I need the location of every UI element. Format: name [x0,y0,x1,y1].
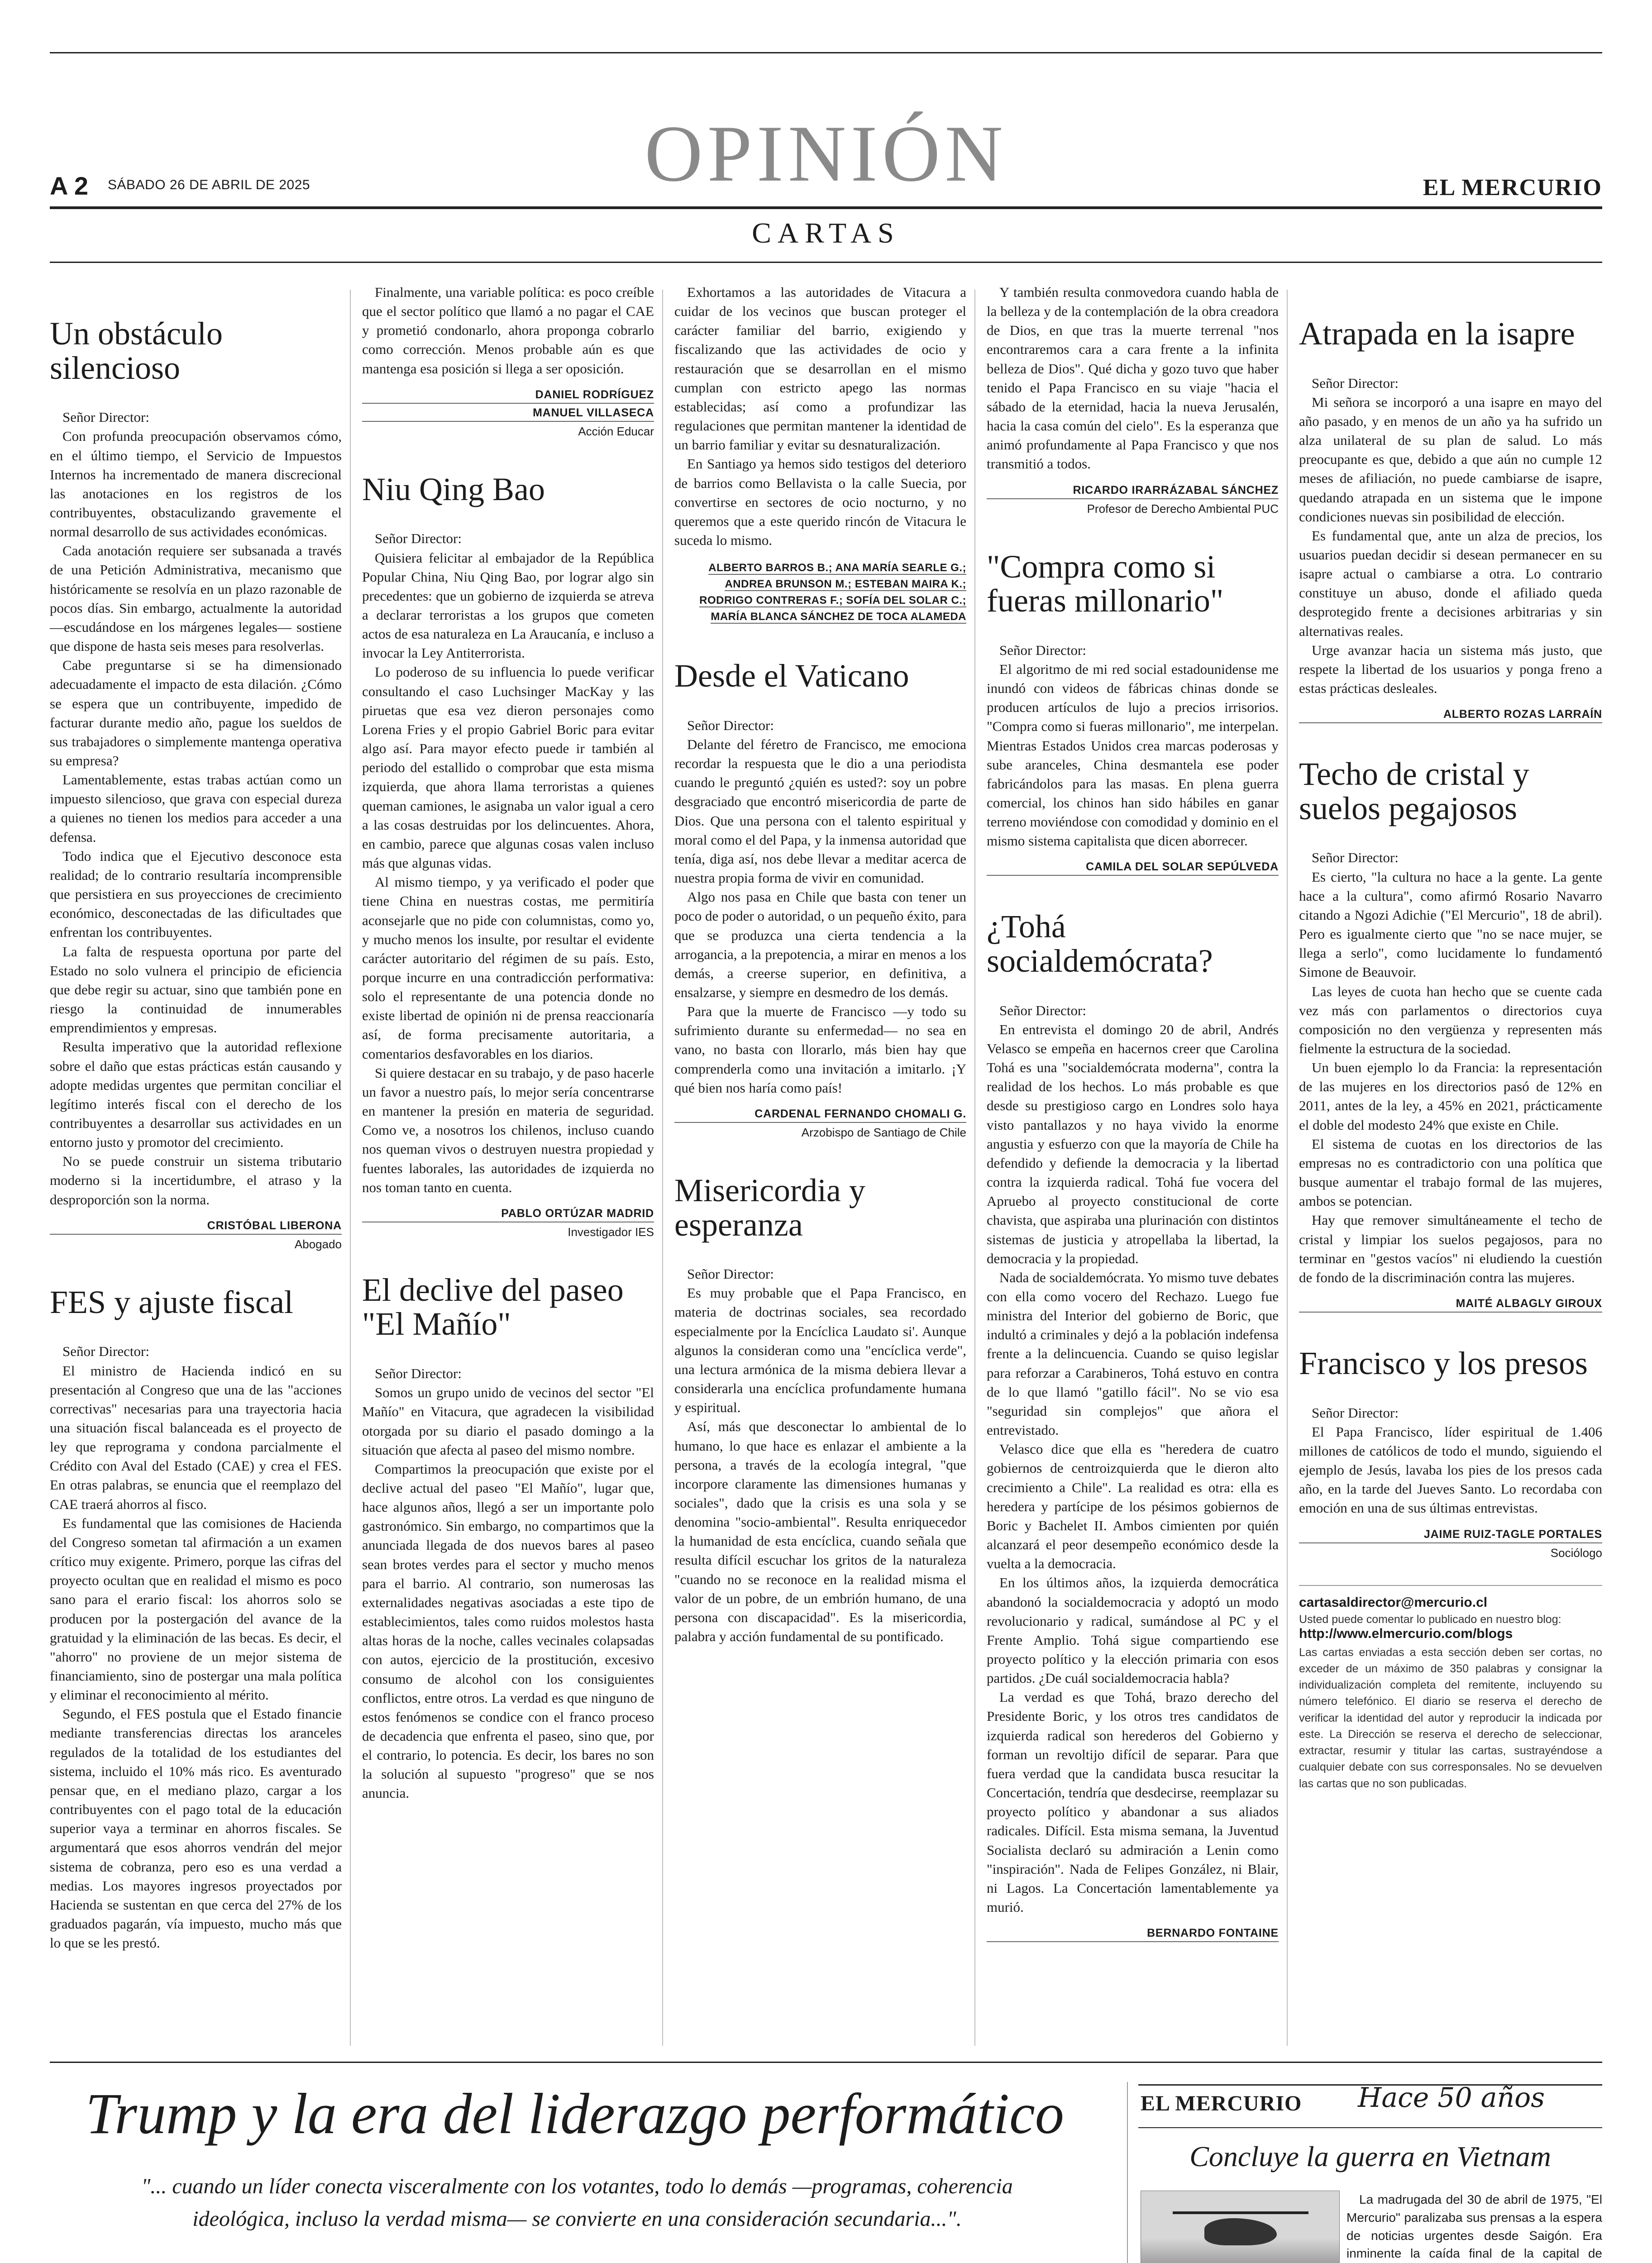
archive-photo [1141,2191,1340,2263]
letters-column-2 [362,283,654,1803]
letter-paragraph: Urge avanzar hacia un sistema más justo, que respete la libertad de los usuarios y ponga freno a estas prácticas desleales. [1299,642,1602,697]
column-deck: "... cuando un líder conecta visceralmente con los votantes, todo lo demás —programas, coherencia ideológica, incluso la verdad misma— se convierte en una consideración secundaria...". [141,2174,1013,2231]
letter-paragraph: Cabe preguntarse si se ha dimensionado adecuadamente el impacto de esta dilación. ¿Cómo se espera que un contribuyente, impedido de facturar durante medio año, pague los sueldos de sus trabajadores o simplemente mantenga operativa su empresa? [50,657,342,769]
letter [674,1174,966,1646]
letter [362,1273,654,1803]
letter-title: "Compra como si fueras millonario" [987,548,1224,619]
letter-paragraph: Las leyes de cuota han hecho que se cuente cada vez más con parlamentos o directorios cuya composición no den vergüenza y representen más fielmente la estructura de la sociedad. [1299,983,1602,1056]
letter-role: Sociólogo [1550,1546,1602,1560]
letter-paragraph: El sistema de cuotas en los directorios de las empresas no es contradictorio con una política que busque aumentar el trabajo formal de las mujeres, ambos se potencian. [1299,1136,1602,1209]
letter-salute: Señor Director: [687,717,774,733]
letter-salute: Señor Director: [62,1343,149,1360]
letter-title: Atrapada en la isapre [1299,315,1575,352]
letter-paragraph: Mi señora se incorporó a una isapre en mayo del año pasado, y en menos de un año ya ha sufrido un alza unilateral de su plan de salud. Lo más preocupante es que, debido a que aún no cumple 12 meses de afiliación, no puede cambiarse de isapre, quedando atrapada en un sistema que le impone condiciones nuevas sin posibilidad de elección. [1299,394,1602,525]
letter-title: Niu Qing Bao [362,471,545,507]
letter-paragraph: Velasco dice que ella es "heredera de cuatro gobiernos de centroizquierda que le dieron alto crecimiento a Chile". La realidad es otra: ella es heredera y partícipe de los pésimos gobiernos de Boric y Bachelet II. Ambos cimienten por quién alcanzará el peor desempeño económico desde la vuelta a la democracia. [987,1441,1279,1572]
letter-signature: MAITÉ ALBAGLY GIROUX [1299,1297,1602,1313]
letter-title: El declive del paseo "El Mañío" [362,1271,624,1342]
letters-column-1 [50,283,342,1953]
letter-paragraph: Es fundamental que, ante un alza de precios, los usuarios puedan decidir si desean permanecer en su isapre actual o cambiarse a otra. Lo contrario constituye un abuso, donde el afiliado queda desprotegido frente a decisiones arbitrarias y sin alternativas reales. [1299,527,1602,639]
letter-title: Francisco y los presos [1299,1345,1588,1382]
column-title: Trump y la era del liderazgo performático [86,2082,1064,2146]
masthead-rule [50,206,1602,209]
letter-paragraph: Todo indica que el Ejecutivo desconoce esta realidad; de lo contrario resultaría incomprensible que persistiera en sus proyecciones de crecimiento económico, desconectadas de las dificultades que enfrentan los contribuyentes. [50,848,342,941]
letter-paragraph: Es muy probable que el Papa Francisco, en materia de doctrinas sociales, sea recordado especialmente por la Encíclica Laudato si'. Aunque algunos la consideran como una "encíclica verde", una lectura armónica de la misma debiera llevar a considerarla una encíclica profundamente humana y espiritual. [674,1285,966,1416]
letter [987,550,1279,876]
letter [50,1285,342,1953]
letter-signers [674,560,966,625]
letter-salute: Señor Director: [1312,375,1399,391]
letter-paragraph: Un buen ejemplo lo da Francia: la representación de las mujeres en los directorios pasó de 12% en 2011, antes de la ley, a 45% en 2021, prácticamente el doble del modesto 24% que existe en Chile. [1299,1060,1602,1133]
letter-signature: CRISTÓBAL LIBERONA [50,1219,342,1235]
letter-paragraph: Compartimos la preocupación que existe por el declive actual del paseo "El Mañío", lugar que, hace algunos años, llegó a ser un importante polo gastronómico. Sin embargo, no compartimos que la anunciada llegada de dos nuevos bares al paseo sean brotes verdes para el sector y mucho menos para el barrio. Al contrario, son numerosas las externalidades negativas asociadas a este tipo de establecimientos, tales como ruidos molestos hasta altas horas de la noche, calles vecinales colapsadas con autos, ejercicio de la prostitución, excesivo consumo de alcohol con los consiguientes conflictos, entre otros. La verdad es que ninguno de estos fenómenos se condice con el franco proceso de decadencia que enfrenta el paseo, sino que, por el contrario, lo potencia. Es decir, los bares no son la solución al supuesto "progreso" que se nos anuncia. [362,1461,654,1801]
letter-signature: JAIME RUIZ-TAGLE PORTALES [1299,1528,1602,1543]
letter [987,910,1279,1942]
letter-role: Abogado [294,1237,342,1251]
letter [674,659,966,1140]
letters-column-3 [674,283,966,1646]
letters-column-5 [1299,283,1602,1792]
column-divider [974,290,975,2046]
letter-paragraph: Resulta imperativo que la autoridad reflexione sobre el daño que estas prácticas están causando y adopte medidas urgentes que permitan conciliar el legítimo interés fiscal con el derecho de los contribuyentes a desarrollar sus actividades en un entorno justo y promotor del crecimiento. [50,1039,342,1151]
page-date: SÁBADO 26 DE ABRIL DE 2025 [108,177,310,192]
letter [1299,317,1602,723]
letter-paragraph: Exhortamos a las autoridades de Vitacura a cuidar de los vecinos que buscan proteger el carácter familiar del barrio, exigiendo y fiscalizando que las actividades de ocio y restauración que se desarrollan en el mismo cumplan con estricto apego las normas establecidas; así como a profundizar las regulaciones que permitan mantener la identidad de un barrio familiar y evitar su desnaturalización. [674,284,966,453]
letter-paragraph: Cada anotación requiere ser subsanada a través de una Petición Administrativa, mecanismo que históricamente se resolvía en un plazo razonable de pocos días. Sin embargo, actualmente la autoridad —escudándose en los márgenes legales— sostiene que dispone de hasta seis meses para resolverlas. [50,543,342,654]
letter-paragraph: Delante del féretro de Francisco, me emociona recordar la respuesta que le dio a una periodista cuando le preguntó ¿quién es usted?: soy un pobre desgraciado que encontró misericordia de parte de Dios. Que una persona con el talento espiritual y moral como el del Papa, y la inmensa autoridad que tenía, diga así, nos debe llevar a meditar acerca de nuestra propia forma de vivir en comunidad. [674,736,966,886]
letter-signature: CAMILA DEL SOLAR SEPÚLVEDA [987,860,1279,876]
letter-paragraph: El Papa Francisco, líder espiritual de 1.406 millones de católicos de todo el mundo, siguiendo el ejemplo de Jesús, lavaba los pies de los presos cada año, en la tarde del Jueves Santo. Lo recordaba con emoción en una de sus últimas entrevistas. [1299,1423,1602,1516]
letter-title: Un obstáculo silencioso [50,315,223,386]
letter-signature: DANIEL RODRÍGUEZ [362,388,654,404]
letter-paragraph: Es cierto, "la cultura no hace a la gente. La gente hace a la cultura", como afirmó Rosario Navarro citando a Ngozi Adichie ("El Mercurio", 18 de abril). Pero es igualmente cierto que "no se nace mujer, se llega a serlo", como lucidamente lo fundamentó Simone de Beauvoir. [1299,869,1602,980]
letter-paragraph: Somos un grupo unido de vecinos del sector "El Mañío" en Vitacura, que agradecen la visibilidad otorgada por su diario el pasado domingo a la situación que afecta al paseo del mismo nombre. [362,1385,654,1458]
letter-paragraph: En entrevista el domingo 20 de abril, Andrés Velasco se empeña en hacernos creer que Carolina Tohá es una "socialdemócrata moderna", contra la realidad de los hechos. Lo más probable es que desde su prestigioso cargo en Londres solo haya visto pantallazos y no haya vivido la enorme angustia y esfuerzo con que la mayoría de Chile ha defendido y defiende la democracia y la libertad contra la izquierda radical. Tohá fue vocera del Apruebo al proyecto constitucional de corte chavista, que aspiraba una plurinación con distintos sistemas de justicia y atropellaba la libertad, la democracia y la propiedad. [987,1021,1279,1266]
letter-salute: Señor Director: [999,1002,1086,1018]
letter-salute: Señor Director: [375,1365,462,1382]
letter-signature: CARDENAL FERNANDO CHOMALI G. [674,1108,966,1123]
page-number: A 2 [50,172,89,200]
letter-paragraph: La falta de respuesta oportuna por parte del Estado no solo vulnera el principio de eficiencia que debe regir su actuar, sino que también pone en riesgo la continuidad de innumerables emprendimientos y empresas. [50,943,342,1036]
letter-signature: BERNARDO FONTAINE [987,1927,1279,1942]
letter-paragraph: Si quiere destacar en su trabajo, y de paso hacerle un favor a nuestro país, lo mejor sería concentrarse en mantener la presión en materia de seguridad. Como ve, a nosotros los chilenos, incluso cuando nos queman vivos o destruyen nuestra propiedad y fuentes laborales, las autoridades de izquierda no nos toman tanto en cuenta. [362,1065,654,1195]
letter-paragraph: La verdad es que Tohá, brazo derecho del Presidente Boric, y los otros tres candidatos de izquierda radical son herederos del Gobierno y forman un revoltijo difícil de separar. Para que fuera verdad que la candidata busca resucitar la Concertación, tendría que desdecirse, reemplazar su proyecto político y abandonar a sus aliados radicales. Difícil. Esta misma semana, la Juventud Socialista declaró su admiración a Lenin como "inspiración". Nada de Felipes González, ni Blair, ni Lagos. La Concertación lamentablemente ya murió. [987,1689,1279,1915]
letter-salute: Señor Director: [375,530,462,547]
column-divider [1127,2082,1128,2263]
section-title: OPINIÓN [645,109,1007,198]
letter-signature: MANUEL VILLASECA [362,406,654,422]
letter-paragraph: Nada de socialdemócrata. Yo mismo tuve debates con ella como vocero del Rechazo. Luego fue ministra del Interior del gobierno de Boric, que indultó a criminales y dejó a la población indefensa frente a la delincuencia. Cuando se quiso legislar para reforzar a Carabineros, Tohá estuvo en contra de lo que llamó "gatillo fácil". No se vio esa "seguridad sin complejos" que añora el entrevistado. [987,1269,1279,1438]
signer-line: MARÍA BLANCA SÁNCHEZ DE TOCA ALAMEDA [711,611,966,623]
letter-paragraph: Así, más que desconectar lo ambiental de lo humano, lo que hace es enlazar el ambiente a la persona, a través de la ecología integral, "que incorpore claramente las dimensiones humanas y sociales", dado que la crisis es una sola y se denomina "socio-ambiental". Resulta enriquecedor la humanidad de esta encíclica, cuando señala que resulta difícil escuchar los gritos de la naturaleza "cuando no se reconoce en la realidad misma el valor de un pobre, de un embrión humano, de una persona con discapacidad". Es la misericordia, palabra y acción fundamental de su pontificado. [674,1418,966,1645]
letter-paragraph: Lo poderoso de su influencia lo puede verificar consultando el caso Luchsinger MacKay y las piruetas que esa vez dieron personajes como Lorena Fries y el propio Gabriel Boric para evitar algo así. Para mayor efecto puede ir también al periodo del estallido o comprobar que esta misma izquierda, que ahora llama terroristas a quienes queman camiones, le asignaba un valor igual a cero a las cosas destruidas por los delincuentes. Ahora, en cambio, parece que algunas cosas valen incluso más que algunas vidas. [362,664,654,871]
sidebar-title: Concluye la guerra en Vietnam [1189,2140,1551,2172]
letters-contact-box [1299,1585,1602,1792]
letter-salute: Señor Director: [1312,850,1399,866]
signer-line: ANDREA BRUNSON M.; ESTEBAN MAIRA K.; [725,578,966,591]
letter-paragraph: Con profunda preocupación observamos cómo, en el último tiempo, el Servicio de Impuestos Internos ha incrementado de manera discrecional las anotaciones en los registros de los contribuyentes, obstaculizando gravemente el normal desarrollo de sus actividades económicas. [50,428,342,540]
letter-paragraph: Para que la muerte de Francisco —y todo su sufrimiento durante su enfermedad— no sea en vano, no basta con llorarlo, más bien hay que comprenderla como una invitación a imitarlo. ¡Y qué bien nos haría como país! [674,1003,966,1096]
contact-note: Usted puede comentar lo publicado en nuestro blog: [1299,1613,1561,1626]
sidebar-paper-name: EL MERCURIO [1141,2091,1302,2115]
letter-title: Techo de cristal y suelos pegajosos [1299,756,1529,826]
letter-role: Profesor de Derecho Ambiental PUC [1087,501,1279,516]
letter-role: Investigador IES [568,1225,654,1239]
letter-role: Arzobispo de Santiago de Chile [801,1125,966,1139]
letter [50,317,342,1251]
letter-title: FES y ajuste fiscal [50,1284,293,1320]
letter-title: Desde el Vaticano [674,658,909,694]
top-rule [50,52,1602,53]
letter-paragraph: Y también resulta conmovedora cuando habla de la belleza y de la contemplación de la obra creadora de Dios, en que tras la muerte terrenal "nos encontraremos cara a cara frente a la infinita belleza de Dios". Qué dicha y gozo tuvo que haber tenido el Papa Francisco en su viaje "hacia el sábado de la eternidad, hacia la nueva Jerusalén, hacia la casa común del cielo". Es la esperanza que animó profundamente al Papa Francisco y que nos transmitió a todos. [987,284,1279,472]
letter [1299,757,1602,1313]
letter-paragraph: Hay que remover simultáneamente el techo de cristal y limpiar los suelos pegajosos, para no terminar en "gestos vacíos" ni eludiendo la cuestión de fondo de la discriminación contra las mujeres. [1299,1212,1602,1285]
letter-signature: PABLO ORTÚZAR MADRID [362,1207,654,1222]
sidebar-rule [1138,2127,1602,2128]
letter-role: Acción Educar [578,424,654,438]
sidebar-lead [1346,2191,1602,2263]
letters-column-4 [987,283,1279,1942]
contact-policy: Las cartas enviadas a esta sección deben ser cortas, no exceder de un máximo de 350 palabras y consignar la individualización completa del remitente, incluyendo su número telefónico. El diario se reserva el derecho de verificar la identidad del autor y reproducir la indicada por este. La Dirección se reserva el derecho de seleccionar, extractar, resumir y titular las cartas, sustrayéndose a cualquier debate con sus corresponsales. No se devuelven las cartas que no son publicadas. [1299,1646,1602,1790]
letter-paragraph: Segundo, el FES postula que el Estado financie mediante transferencias directas los aranceles regulados de la totalidad de los estudiantes del sistema, incluido el 10% más rico. Es aventurado pensar que, en el mediano plazo, cargar a los contribuyentes con el pago total de la educación superior vaya a terminar en ahorros fiscales. Se argumentará que esos ahorros vendrán del mejor sistema de cobranza, pero eso es una verdad a medias. Los mayores ingresos proyectados por Hacienda se sustentan en que cerca del 27% de los graduados pagarán, vía impuesto, mucho más que lo que se les prestó. [50,1706,342,1951]
sidebar-label: Hace 50 años [1358,2082,1545,2114]
section-rule [50,2062,1602,2063]
signer-line: RODRIGO CONTRERAS F.; SOFÍA DEL SOLAR C.; [699,594,966,607]
letter-paragraph: Finalmente, una variable política: es poco creíble que el sector político que llamó a no pagar el CAE y prometió condonarlo, ahora proponga cobrarlo como corrección. Menos probable aún es que mantenga esa posición si llega a ser oposición. [362,284,654,377]
letter-salute: Señor Director: [1312,1404,1399,1421]
letter-title: Misericordia y esperanza [674,1172,865,1243]
letter-signature: ALBERTO ROZAS LARRAÍN [1299,708,1602,723]
letter-paragraph: Algo nos pasa en Chile que basta con tener un poco de poder o autoridad, o un pequeño éxito, para que se produzca una cierta tendencia a la arrogancia, a la prepotencia, a mirar en menos a los demás, a creerse superior, en definitiva, a ensalzarse, y siempre en desmedro de los demás. [674,889,966,1000]
letter [1299,1346,1602,1560]
subsection-title: CARTAS [752,217,900,249]
letter-title: ¿Tohá socialdemócrata? [987,908,1213,979]
contact-email-link[interactable]: cartasaldirector@mercurio.cl [1299,1595,1488,1610]
letter-paragraph: No se puede construir un sistema tributario moderno si la incertidumbre, el atraso y la desproporción son la norma. [50,1153,342,1208]
letter-salute: Señor Director: [62,409,149,425]
signer-line: ALBERTO BARROS B.; ANA MARÍA SEARLE G.; [708,562,966,574]
letter [362,473,654,1239]
letter-salute: Señor Director: [999,642,1086,658]
letter-salute: Señor Director: [687,1266,774,1282]
letter-paragraph: En Santiago ya hemos sido testigos del deterioro de barrios como Bellavista o la calle Suecia, por convertirse en sectores de ocio nocturno, y no queremos que a este querido rincón de Vitacura le suceda lo mismo. [674,456,966,549]
letter-paragraph: En los últimos años, la izquierda democrática abandonó la socialdemocracia y adoptó un modo revolucionario y radical, sumándose al PC y el Frente Amplio. Tohá sigue compartiendo ese proyecto político y la elección primaria con esos partidos. ¿De cuál socialdemocracia habla? [987,1575,1279,1686]
newspaper-name: EL MERCURIO [1423,175,1602,201]
contact-blog-link[interactable]: http://www.elmercurio.com/blogs [1299,1626,1513,1641]
sidebar-paragraph: La madrugada del 30 de abril de 1975, "El Mercurio" paralizaba sus prensas a la espera de noticias urgentes desde Saigón. Era inminente la caída final de la capital de [1346,2192,1602,2261]
letter-paragraph: El algoritmo de mi red social estadounidense me inundó con videos de fábricas chinas donde se producen artículos de lujo a precios irrisorios. "Compra como si fueras millonario", me interpelan. Mientras Estados Unidos crea marcas poderosas y sube aranceles, China desmantela ese poder fabricándolos para las masas. En plena guerra comercial, los chinos han sido hábiles en ganar terreno moviéndose con comodidad y dominio en el mismo sistema capitalista que dicen aborrecer. [987,661,1279,849]
column-divider [1287,290,1288,2046]
letter-paragraph: Quisiera felicitar al embajador de la República Popular China, Niu Qing Bao, por lograr algo sin precedentes: que un gobierno de izquierda se atreva a declarar terroristas a los grupos que cometen actos de esa naturaleza en La Araucanía, e incluso a invocar la Ley Antiterrorista. [362,549,654,661]
column-divider [350,290,351,2046]
letter-signature: RICARDO IRARRÁZABAL SÁNCHEZ [987,484,1279,499]
column-divider [662,290,663,2046]
letter-paragraph: El ministro de Hacienda indicó en su presentación al Congreso que una de las "acciones correctivas" necesarias para una trayectoria hacia una situación fiscal balanceada es el proyecto de ley que reprograma y condona parcialmente el Crédito con Aval del Estado (CAE) y crea el FES. En otras palabras, se enuncia que el reemplazo del CAE traerá ahorros al fisco. [50,1362,342,1512]
letter-paragraph: Al mismo tiempo, y ya verificado el poder que tiene China en nuestras costas, me permitiría aconsejarle que no pide con columnistas, como yo, y mucho menos los insulte, por resultar el evidente carácter autoritario del régimen de su país. Esto, porque incurre en una contradicción performativa: solo el representante de una potencia donde no existe libertad de opinión ni de prensa reaccionaría así, de forma precisamente autoritaria, a comentarios desfavorables en los diarios. [362,874,654,1062]
subsection-rule [50,262,1602,263]
letter-paragraph: Es fundamental que las comisiones de Hacienda del Congreso sometan tal afirmación a un examen crítico muy exigente. Primero, porque las cifras del proyecto ocultan que en realidad el mismo es poco sano para el erario fiscal: los ahorros solo se producen por la postergación del avance de la gratuidad y la eliminación de las becas. Es decir, el "ahorro" no proviene de un mejor sistema de financiamiento, sino de postergar una mala política y eliminar el reconocimiento al mérito. [50,1515,342,1703]
letter-paragraph: Lamentablemente, estas trabas actúan como un impuesto silencioso, que grava con especial dureza a quienes no tienen los medios para acceder a una defensa. [50,772,342,845]
